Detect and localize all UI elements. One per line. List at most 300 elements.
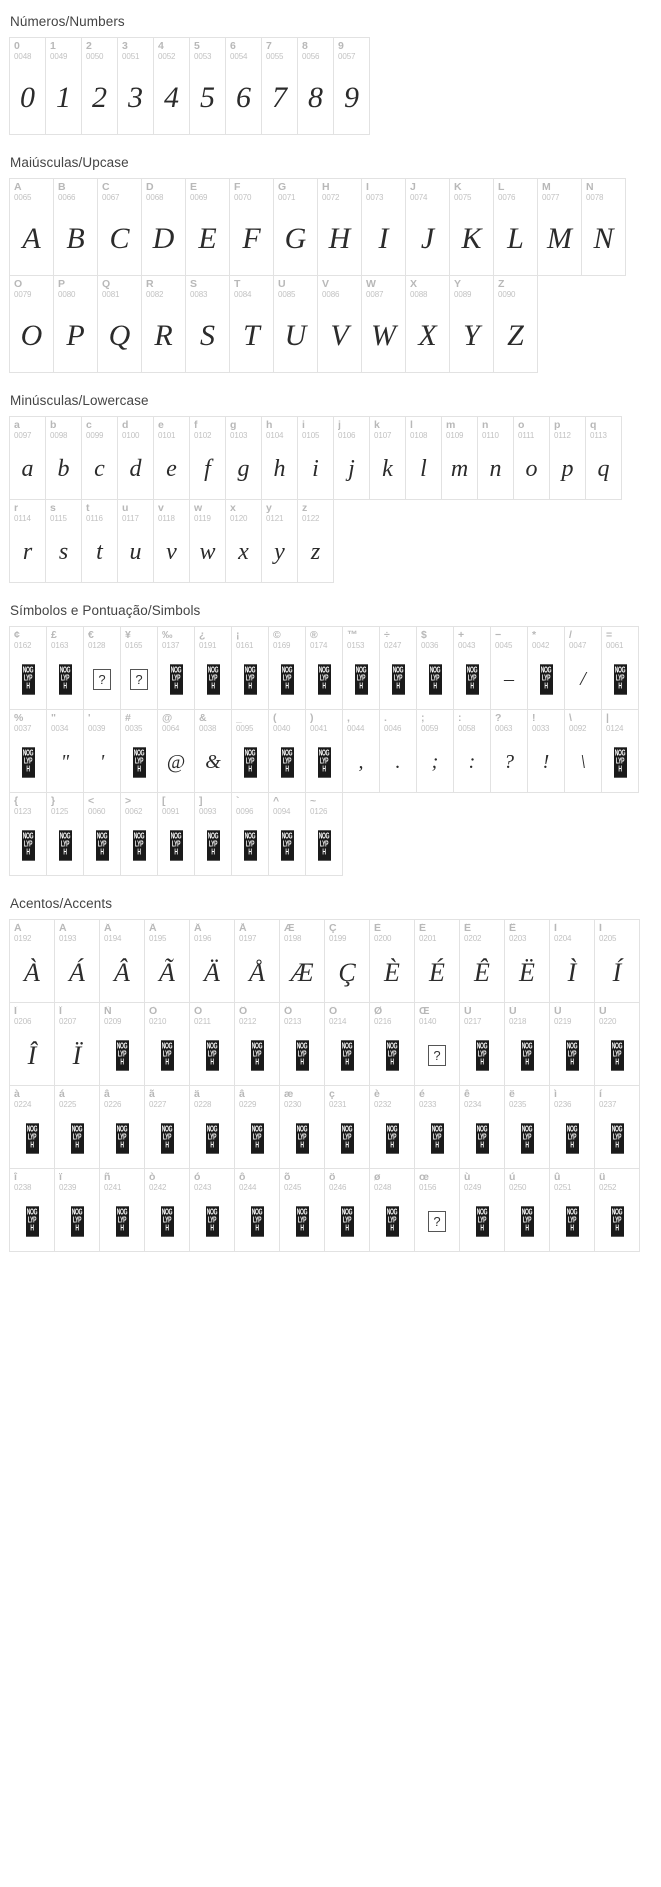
glyph-cell[interactable]	[141, 178, 186, 276]
glyph-cell[interactable]	[153, 37, 190, 135]
glyph-cell[interactable]	[231, 792, 269, 876]
glyph-cell[interactable]	[493, 275, 538, 373]
glyph-cell[interactable]	[369, 1085, 415, 1169]
glyph-cell[interactable]	[234, 1168, 280, 1252]
glyph-cell[interactable]	[333, 37, 370, 135]
glyph-render: n	[489, 456, 502, 483]
glyph-render: t	[96, 539, 103, 566]
glyph-char-label: k	[374, 420, 380, 431]
glyph-render	[550, 1109, 594, 1168]
glyph-cell[interactable]	[549, 1085, 595, 1169]
glyph-char-label: Ì	[554, 923, 557, 934]
glyph-code-point: 0058	[458, 724, 476, 733]
glyph-cell[interactable]	[459, 1168, 505, 1252]
glyph-cell[interactable]	[117, 37, 154, 135]
glyph-cell[interactable]	[185, 178, 230, 276]
glyph-cell[interactable]	[537, 178, 582, 276]
glyph-code-point: 0126	[310, 807, 328, 816]
glyph-cell[interactable]	[9, 37, 46, 135]
glyph-cell[interactable]	[273, 178, 318, 276]
glyph-meta	[362, 179, 405, 202]
glyph-char-label: #	[125, 713, 131, 724]
glyph-meta	[10, 500, 45, 523]
glyph-cell[interactable]	[549, 416, 586, 500]
glyph-code-point: 0153	[347, 641, 365, 650]
glyph-code-point: 0074	[410, 193, 428, 202]
glyph-render	[325, 1109, 369, 1168]
glyph-cell[interactable]	[185, 275, 230, 373]
glyph-char-label: j	[338, 420, 341, 431]
glyph-render	[325, 1026, 369, 1085]
glyph-cell[interactable]	[45, 37, 82, 135]
glyph-cell[interactable]	[305, 626, 343, 710]
glyph-code-point: 0115	[50, 514, 67, 523]
glyph-cell[interactable]	[189, 1002, 235, 1086]
glyph-cell[interactable]	[317, 178, 362, 276]
glyph-render: a	[21, 456, 34, 483]
glyph-render	[10, 1109, 54, 1168]
glyph-cell[interactable]	[157, 792, 195, 876]
glyph-code-point: 0246	[329, 1183, 347, 1192]
glyph-render: Á	[69, 957, 85, 987]
glyph-render: Ì	[567, 957, 577, 987]
missing-glyph-icon: NOGLYPH	[318, 664, 331, 694]
glyph-cell[interactable]	[268, 792, 306, 876]
glyph-cell[interactable]	[81, 499, 118, 583]
glyph-cell[interactable]	[477, 416, 514, 500]
glyph-cell[interactable]	[414, 1168, 460, 1252]
glyph-cell[interactable]	[268, 626, 306, 710]
glyph-cell[interactable]	[441, 416, 478, 500]
glyph-cell[interactable]	[9, 1168, 55, 1252]
glyph-cell[interactable]	[83, 792, 121, 876]
glyph-code-point: 0071	[278, 193, 296, 202]
glyph-code-point: 0169	[273, 641, 291, 650]
glyph-cell[interactable]	[405, 178, 450, 276]
glyph-render	[55, 1109, 99, 1168]
glyph-char-label: K	[454, 182, 462, 193]
glyph-render	[595, 1109, 639, 1168]
glyph-meta	[269, 710, 305, 733]
glyph-render: D	[152, 221, 175, 255]
missing-glyph-icon: NOGLYPH	[170, 830, 183, 860]
glyph-char-label: Ñ	[104, 1006, 112, 1017]
missing-glyph-icon: NOGLYPH	[355, 664, 368, 694]
glyph-cell[interactable]	[225, 499, 262, 583]
glyph-cell[interactable]	[504, 1168, 550, 1252]
glyph-cell[interactable]	[581, 178, 626, 276]
glyph-cell[interactable]	[153, 499, 190, 583]
glyph-cell[interactable]	[9, 178, 54, 276]
glyph-char-label: ©	[273, 630, 281, 641]
glyph-code-point: 0078	[586, 193, 604, 202]
missing-glyph-icon: NOGLYPH	[281, 664, 294, 694]
glyph-meta	[334, 38, 369, 61]
glyph-char-label: t	[86, 503, 90, 514]
glyph-cell[interactable]	[189, 1168, 235, 1252]
glyph-cell[interactable]	[9, 919, 55, 1003]
glyph-cell[interactable]	[601, 626, 639, 710]
glyph-render	[235, 1026, 279, 1085]
glyph-meta	[100, 1003, 144, 1026]
glyph-cell[interactable]	[194, 626, 232, 710]
glyph-cell[interactable]	[117, 499, 154, 583]
glyph-render: É	[429, 957, 445, 987]
glyph-cell[interactable]	[54, 1168, 100, 1252]
glyph-cell[interactable]	[46, 626, 84, 710]
glyph-cell[interactable]	[414, 1002, 460, 1086]
glyph-char-label: l	[410, 420, 413, 431]
glyph-cell[interactable]	[594, 919, 640, 1003]
glyph-cell[interactable]	[324, 1168, 370, 1252]
glyph-meta	[195, 710, 231, 733]
glyph-meta	[565, 710, 601, 733]
glyph-cell[interactable]	[9, 275, 54, 373]
glyph-cell[interactable]	[194, 709, 232, 793]
glyph-cell[interactable]	[449, 275, 494, 373]
glyph-cell[interactable]	[189, 416, 226, 500]
glyph-char-label: Å	[239, 923, 247, 934]
glyph-cell[interactable]	[305, 709, 343, 793]
glyph-cell[interactable]	[268, 709, 306, 793]
glyph-cell[interactable]	[99, 1002, 145, 1086]
glyph-meta	[186, 276, 229, 299]
glyph-cell[interactable]	[120, 626, 158, 710]
glyph-cell[interactable]	[297, 416, 334, 500]
glyph-cell[interactable]	[324, 1002, 370, 1086]
glyph-render	[10, 1192, 54, 1251]
glyph-cell[interactable]	[141, 275, 186, 373]
glyph-cell[interactable]	[261, 37, 298, 135]
glyph-code-point: 0249	[464, 1183, 482, 1192]
glyph-char-label: m	[446, 420, 456, 431]
missing-glyph-icon: NOGLYPH	[566, 1206, 579, 1236]
glyph-cell[interactable]	[261, 416, 298, 500]
glyph-meta	[505, 1169, 549, 1192]
glyph-cell[interactable]	[453, 626, 491, 710]
glyph-render: Q	[108, 318, 131, 352]
glyph-char-label: ä	[194, 1089, 200, 1100]
glyph-meta	[565, 627, 601, 650]
glyph-render: :	[468, 751, 476, 774]
glyph-render: '	[99, 751, 105, 774]
glyph-cell[interactable]	[379, 709, 417, 793]
glyph-meta	[370, 1086, 414, 1109]
glyph-char-label: ~	[310, 796, 317, 807]
glyph-cell[interactable]	[333, 416, 370, 500]
glyph-cell[interactable]	[490, 709, 528, 793]
glyph-code-point: 0086	[322, 290, 340, 299]
glyph-cell[interactable]	[405, 416, 442, 500]
glyph-code-point: 0064	[162, 724, 180, 733]
glyph-meta	[145, 1003, 189, 1026]
glyph-cell[interactable]	[153, 416, 190, 500]
glyph-cell[interactable]	[120, 792, 158, 876]
glyph-cell[interactable]	[527, 709, 565, 793]
glyph-cell[interactable]	[504, 1085, 550, 1169]
glyph-cell[interactable]	[324, 919, 370, 1003]
glyph-char-label: È	[374, 923, 382, 934]
glyph-cell[interactable]	[601, 709, 639, 793]
glyph-cell[interactable]	[594, 1085, 640, 1169]
glyph-char-label: Ã	[149, 923, 157, 934]
missing-glyph-icon: NOGLYPH	[207, 664, 220, 694]
glyph-code-point: 0165	[125, 641, 143, 650]
glyph-cell[interactable]	[234, 1002, 280, 1086]
glyph-cell[interactable]	[342, 709, 380, 793]
glyph-cell[interactable]	[99, 919, 145, 1003]
glyph-cell[interactable]	[504, 919, 550, 1003]
glyph-cell[interactable]	[449, 178, 494, 276]
glyph-cell[interactable]	[45, 499, 82, 583]
glyph-cell[interactable]	[189, 919, 235, 1003]
glyph-cell[interactable]	[279, 1085, 325, 1169]
glyph-cell[interactable]	[144, 1168, 190, 1252]
glyph-meta	[262, 38, 297, 61]
glyph-render: X	[418, 318, 437, 352]
glyph-code-point: 0234	[464, 1100, 482, 1109]
glyph-cell[interactable]	[53, 178, 98, 276]
glyph-cell[interactable]	[189, 499, 226, 583]
glyph-cell[interactable]	[9, 1085, 55, 1169]
glyph-render: Z	[507, 318, 524, 352]
glyph-cell[interactable]	[279, 1002, 325, 1086]
glyph-cell[interactable]	[594, 1168, 640, 1252]
glyph-render	[121, 816, 157, 875]
glyph-cell[interactable]	[46, 709, 84, 793]
glyph-code-point: 0100	[122, 431, 140, 440]
glyph-cell[interactable]	[342, 626, 380, 710]
glyph-cell[interactable]	[459, 1002, 505, 1086]
glyph-meta	[491, 710, 527, 733]
glyph-cell[interactable]	[144, 919, 190, 1003]
glyph-cell[interactable]	[405, 275, 450, 373]
glyph-render	[325, 1192, 369, 1251]
glyph-cell[interactable]	[9, 626, 47, 710]
glyph-render	[505, 1026, 549, 1085]
glyph-code-point: 0211	[194, 1017, 211, 1026]
glyph-char-label: z	[302, 503, 308, 514]
glyph-cell[interactable]	[594, 1002, 640, 1086]
glyph-cell[interactable]	[297, 37, 334, 135]
glyph-grid-lowercase	[10, 417, 651, 583]
glyph-cell[interactable]	[490, 626, 528, 710]
glyph-cell[interactable]	[99, 1168, 145, 1252]
glyph-cell[interactable]	[527, 626, 565, 710]
glyph-cell[interactable]	[305, 792, 343, 876]
glyph-cell[interactable]	[97, 275, 142, 373]
glyph-cell[interactable]	[189, 37, 226, 135]
glyph-render: y	[274, 539, 285, 566]
glyph-cell[interactable]	[279, 919, 325, 1003]
glyph-cell[interactable]	[231, 626, 269, 710]
glyph-render: x	[238, 539, 249, 566]
missing-glyph-icon: NOGLYPH	[281, 830, 294, 860]
glyph-char-label: C	[102, 182, 110, 193]
glyph-meta	[595, 1003, 639, 1026]
glyph-cell[interactable]	[83, 626, 121, 710]
glyph-cell[interactable]	[504, 1002, 550, 1086]
glyph-render	[158, 816, 194, 875]
glyph-cell[interactable]	[493, 178, 538, 276]
glyph-char-label: (	[273, 713, 277, 724]
glyph-code-point: 0195	[149, 934, 167, 943]
glyph-cell[interactable]	[564, 626, 602, 710]
glyph-cell[interactable]	[9, 416, 46, 500]
glyph-char-label: X	[410, 279, 418, 290]
glyph-char-label: Ü	[599, 1006, 607, 1017]
glyph-cell[interactable]	[9, 1002, 55, 1086]
glyph-cell[interactable]	[549, 1168, 595, 1252]
glyph-code-point: 0053	[194, 52, 212, 61]
glyph-cell[interactable]	[120, 709, 158, 793]
glyph-cell[interactable]	[459, 919, 505, 1003]
glyph-cell[interactable]	[157, 626, 195, 710]
glyph-render: À	[24, 957, 40, 987]
glyph-cell[interactable]	[453, 709, 491, 793]
glyph-meta	[190, 417, 225, 440]
glyph-char-label: 0	[14, 41, 20, 52]
glyph-cell[interactable]	[261, 499, 298, 583]
glyph-meta	[325, 1169, 369, 1192]
glyph-code-point: 0248	[374, 1183, 392, 1192]
glyph-cell[interactable]	[144, 1002, 190, 1086]
glyph-char-label: Ô	[239, 1006, 248, 1017]
glyph-meta	[142, 179, 185, 202]
glyph-meta	[325, 1003, 369, 1026]
glyph-char-label: Ö	[329, 1006, 338, 1017]
missing-glyph-icon: NOGLYPH	[244, 830, 257, 860]
glyph-char-label: .	[384, 713, 387, 724]
missing-glyph-icon: NOGLYPH	[429, 664, 442, 694]
glyph-cell[interactable]	[513, 416, 550, 500]
glyph-cell[interactable]	[229, 178, 274, 276]
glyph-cell[interactable]	[157, 709, 195, 793]
glyph-render	[595, 1026, 639, 1085]
glyph-cell[interactable]	[324, 1085, 370, 1169]
glyph-cell[interactable]	[144, 1085, 190, 1169]
glyph-char-label: x	[230, 503, 236, 514]
glyph-cell[interactable]	[9, 792, 47, 876]
glyph-render	[550, 1026, 594, 1085]
glyph-cell[interactable]	[459, 1085, 505, 1169]
glyph-cell[interactable]	[53, 275, 98, 373]
glyph-code-point: 0232	[374, 1100, 392, 1109]
glyph-render: l	[420, 456, 427, 483]
glyph-cell[interactable]	[81, 37, 118, 135]
glyph-render: "	[60, 751, 70, 774]
glyph-render: Î	[27, 1040, 37, 1070]
glyph-cell[interactable]	[549, 919, 595, 1003]
glyph-cell[interactable]	[369, 919, 415, 1003]
glyph-code-point: 0243	[194, 1183, 212, 1192]
glyph-meta	[10, 417, 45, 440]
glyph-cell[interactable]	[317, 275, 362, 373]
glyph-cell[interactable]	[83, 709, 121, 793]
glyph-char-label: ^	[273, 796, 280, 807]
glyph-cell[interactable]	[564, 709, 602, 793]
glyph-cell[interactable]	[99, 1085, 145, 1169]
glyph-cell[interactable]	[117, 416, 154, 500]
glyph-cell[interactable]	[234, 919, 280, 1003]
glyph-cell[interactable]	[414, 919, 460, 1003]
glyph-cell[interactable]	[369, 1168, 415, 1252]
glyph-code-point: 0119	[194, 514, 211, 523]
glyph-cell[interactable]	[225, 416, 262, 500]
glyph-render	[10, 816, 46, 875]
glyph-cell[interactable]	[414, 1085, 460, 1169]
glyph-cell[interactable]	[369, 1002, 415, 1086]
glyph-cell[interactable]	[369, 416, 406, 500]
glyph-cell[interactable]	[9, 709, 47, 793]
glyph-code-point: 0057	[338, 52, 356, 61]
glyph-cell[interactable]	[234, 1085, 280, 1169]
missing-glyph-icon: NOGLYPH	[296, 1123, 309, 1153]
glyph-code-point: 0225	[59, 1100, 77, 1109]
glyph-cell[interactable]	[379, 626, 417, 710]
glyph-cell[interactable]	[361, 178, 406, 276]
glyph-cell[interactable]	[297, 499, 334, 583]
glyph-render: c	[94, 456, 105, 483]
glyph-cell[interactable]	[194, 792, 232, 876]
glyph-render: \	[580, 751, 586, 774]
glyph-meta	[10, 1003, 54, 1026]
glyph-cell[interactable]	[231, 709, 269, 793]
glyph-cell[interactable]	[54, 919, 100, 1003]
glyph-render	[269, 650, 305, 709]
glyph-render: z	[310, 539, 321, 566]
glyph-cell[interactable]	[229, 275, 274, 373]
glyph-cell[interactable]	[416, 626, 454, 710]
glyph-cell[interactable]	[189, 1085, 235, 1169]
glyph-cell[interactable]	[46, 792, 84, 876]
glyph-meta	[362, 276, 405, 299]
glyph-char-label: À	[14, 923, 22, 934]
glyph-cell[interactable]	[225, 37, 262, 135]
glyph-meta	[298, 38, 333, 61]
glyph-char-label: Q	[102, 279, 111, 290]
glyph-cell[interactable]	[279, 1168, 325, 1252]
glyph-cell[interactable]	[585, 416, 622, 500]
glyph-cell[interactable]	[549, 1002, 595, 1086]
glyph-code-point: 0038	[199, 724, 217, 733]
glyph-cell[interactable]	[97, 178, 142, 276]
glyph-cell[interactable]	[273, 275, 318, 373]
glyph-code-point: 0213	[284, 1017, 302, 1026]
glyph-code-point: 0041	[310, 724, 328, 733]
glyph-cell[interactable]	[81, 416, 118, 500]
glyph-code-point: 0210	[149, 1017, 167, 1026]
glyph-char-label: ,	[347, 713, 350, 724]
glyph-render: A	[22, 221, 41, 255]
glyph-meta	[55, 1169, 99, 1192]
glyph-char-label: U	[278, 279, 286, 290]
glyph-render: u	[129, 539, 142, 566]
glyph-meta	[454, 627, 490, 650]
glyph-cell[interactable]	[54, 1002, 100, 1086]
glyph-cell[interactable]	[361, 275, 406, 373]
glyph-cell[interactable]	[416, 709, 454, 793]
glyph-char-label: T	[234, 279, 241, 290]
glyph-cell[interactable]	[54, 1085, 100, 1169]
glyph-render	[306, 650, 342, 709]
glyph-char-label: I	[366, 182, 369, 193]
glyph-grid-uppercase	[10, 179, 651, 373]
glyph-cell[interactable]	[9, 499, 46, 583]
glyph-code-point: 0229	[239, 1100, 257, 1109]
glyph-code-point: 0192	[14, 934, 32, 943]
glyph-cell[interactable]	[45, 416, 82, 500]
